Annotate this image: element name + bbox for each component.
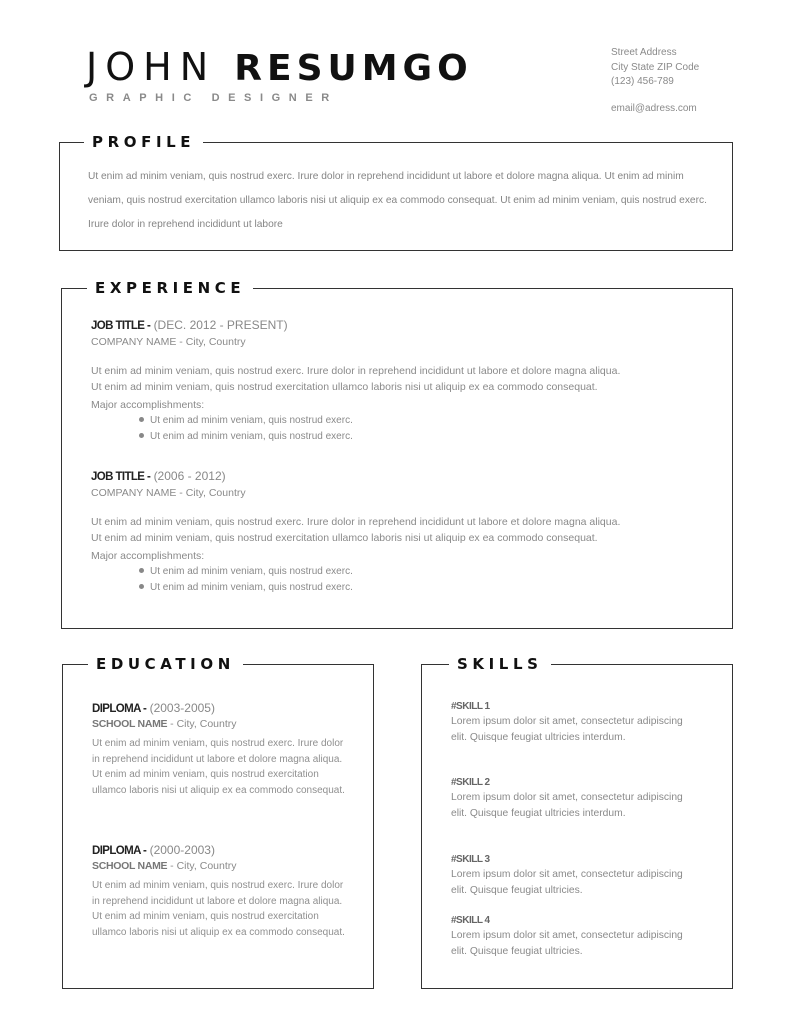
- education-entry: [92, 700, 352, 798]
- school-line: [92, 859, 352, 874]
- skill-description: Lorem ipsum dolor sit amet, consectetur adipiscing elit. Quisque feugiat ultricies.: [451, 930, 683, 957]
- diploma-title: DIPLOMA -: [92, 703, 147, 715]
- school-location: - City, Country: [167, 718, 237, 730]
- skill-entry: [451, 853, 691, 898]
- city-state-zip: City State ZIP Code: [611, 61, 700, 73]
- job-role: GRAPHIC DESIGNER: [89, 92, 338, 104]
- job-entry: [91, 317, 721, 444]
- accomplishment-item: Ut enim ad minim veniam, quis nostrud exerc.: [150, 564, 721, 580]
- job-description: [91, 515, 721, 546]
- phone-number: (123) 456-789: [611, 76, 674, 87]
- job-title: JOB TITLE -: [91, 471, 151, 483]
- profile-section: [59, 133, 733, 251]
- diploma-heading: [92, 700, 352, 717]
- school-name: SCHOOL NAME: [92, 860, 168, 872]
- contact-block: [611, 46, 699, 116]
- job-description-line: Ut enim ad minim veniam, quis nostrud exercitation ullamco laboris nisi ut aliquip ex ea commodo consequat.: [91, 380, 598, 393]
- experience-heading: EXPERIENCE: [87, 278, 253, 298]
- accomplishments-label: Major accomplishments:: [91, 399, 205, 411]
- first-name: JOHN: [86, 45, 217, 89]
- job-entry: [91, 468, 721, 595]
- job-dates: (2006 - 2012): [153, 469, 226, 483]
- job-heading: [91, 317, 721, 334]
- diploma-heading: [92, 842, 352, 859]
- education-entry: [92, 842, 352, 940]
- accomplishments-list: [91, 564, 721, 595]
- skill-name: #SKILL 1: [451, 701, 490, 712]
- last-name: RESUMGO: [234, 48, 473, 89]
- skill-description: Lorem ipsum dolor sit amet, consectetur adipiscing elit. Quisque feugiat ultricies interdum.: [451, 792, 683, 819]
- school-location: - City, Country: [167, 860, 237, 872]
- education-section: [62, 655, 374, 989]
- profile-text: Ut enim ad minim veniam, quis nostrud exerc. Irure dolor in reprehend incididunt ut labore et dolore magna aliqua. Ut enim ad minim veniam, quis nostrud exercitation ullamco laboris nisi ut aliquip ex ea commodo consequat. Ut enim ad minim veniam, quis nostrud exerc. Irure dolor in reprehend incididunt ut labore: [88, 171, 707, 230]
- job-heading: [91, 468, 721, 485]
- job-description: [91, 364, 721, 395]
- job-title: JOB TITLE -: [91, 320, 151, 332]
- skill-name: #SKILL 2: [451, 777, 490, 788]
- accomplishment-item: Ut enim ad minim veniam, quis nostrud exerc.: [150, 580, 721, 596]
- job-description-line: Ut enim ad minim veniam, quis nostrud exerc. Irure dolor in reprehend incididunt ut labore et dolore magna aliqua.: [91, 516, 621, 528]
- job-description-line: Ut enim ad minim veniam, quis nostrud exercitation ullamco laboris nisi ut aliquip ex ea commodo consequat.: [91, 531, 598, 544]
- accomplishment-item: Ut enim ad minim veniam, quis nostrud exerc.: [150, 429, 721, 445]
- email-address: email@adress.com: [611, 102, 697, 114]
- profile-heading: PROFILE: [84, 132, 203, 152]
- diploma-title: DIPLOMA -: [92, 845, 147, 857]
- skill-entry: [451, 776, 691, 821]
- accomplishments-list: [91, 413, 721, 444]
- accomplishment-item: Ut enim ad minim veniam, quis nostrud exerc.: [150, 413, 721, 429]
- skill-name: #SKILL 4: [451, 915, 490, 926]
- skills-section: [421, 655, 733, 989]
- school-name: SCHOOL NAME: [92, 718, 168, 730]
- experience-section: [61, 279, 733, 629]
- skill-entry: [451, 700, 691, 745]
- education-description: Ut enim ad minim veniam, quis nostrud exerc. Irure dolor in reprehend incididunt ut labore et dolore magna aliqua. Ut enim ad minim veniam, quis nostrud exercitation ullamco laboris nisi ut aliquip ex ea commodo consequat.: [92, 738, 345, 796]
- education-heading: EDUCATION: [88, 654, 243, 674]
- company-name: COMPANY NAME - City, Country: [91, 336, 246, 348]
- candidate-name: [86, 44, 473, 92]
- skill-name: #SKILL 3: [451, 854, 490, 865]
- diploma-dates: (2003-2005): [149, 701, 215, 715]
- education-description: Ut enim ad minim veniam, quis nostrud exerc. Irure dolor in reprehend incididunt ut labore et dolore magna aliqua. Ut enim ad minim veniam, quis nostrud exercitation ullamco laboris nisi ut aliquip ex ea commodo consequat.: [92, 880, 345, 938]
- company-name: COMPANY NAME - City, Country: [91, 487, 246, 499]
- street-address: Street Address: [611, 47, 677, 58]
- diploma-dates: (2000-2003): [149, 843, 215, 857]
- job-dates: (DEC. 2012 - PRESENT): [153, 318, 288, 332]
- accomplishments-label: Major accomplishments:: [91, 550, 205, 562]
- skills-heading: SKILLS: [449, 654, 551, 674]
- skill-entry: [451, 914, 691, 959]
- skill-description: Lorem ipsum dolor sit amet, consectetur adipiscing elit. Quisque feugiat ultricies.: [451, 869, 683, 896]
- job-description-line: Ut enim ad minim veniam, quis nostrud exerc. Irure dolor in reprehend incididunt ut labore et dolore magna aliqua.: [91, 365, 621, 377]
- skill-description: Lorem ipsum dolor sit amet, consectetur adipiscing elit. Quisque feugiat ultricies interdum.: [451, 716, 683, 743]
- school-line: [92, 717, 352, 732]
